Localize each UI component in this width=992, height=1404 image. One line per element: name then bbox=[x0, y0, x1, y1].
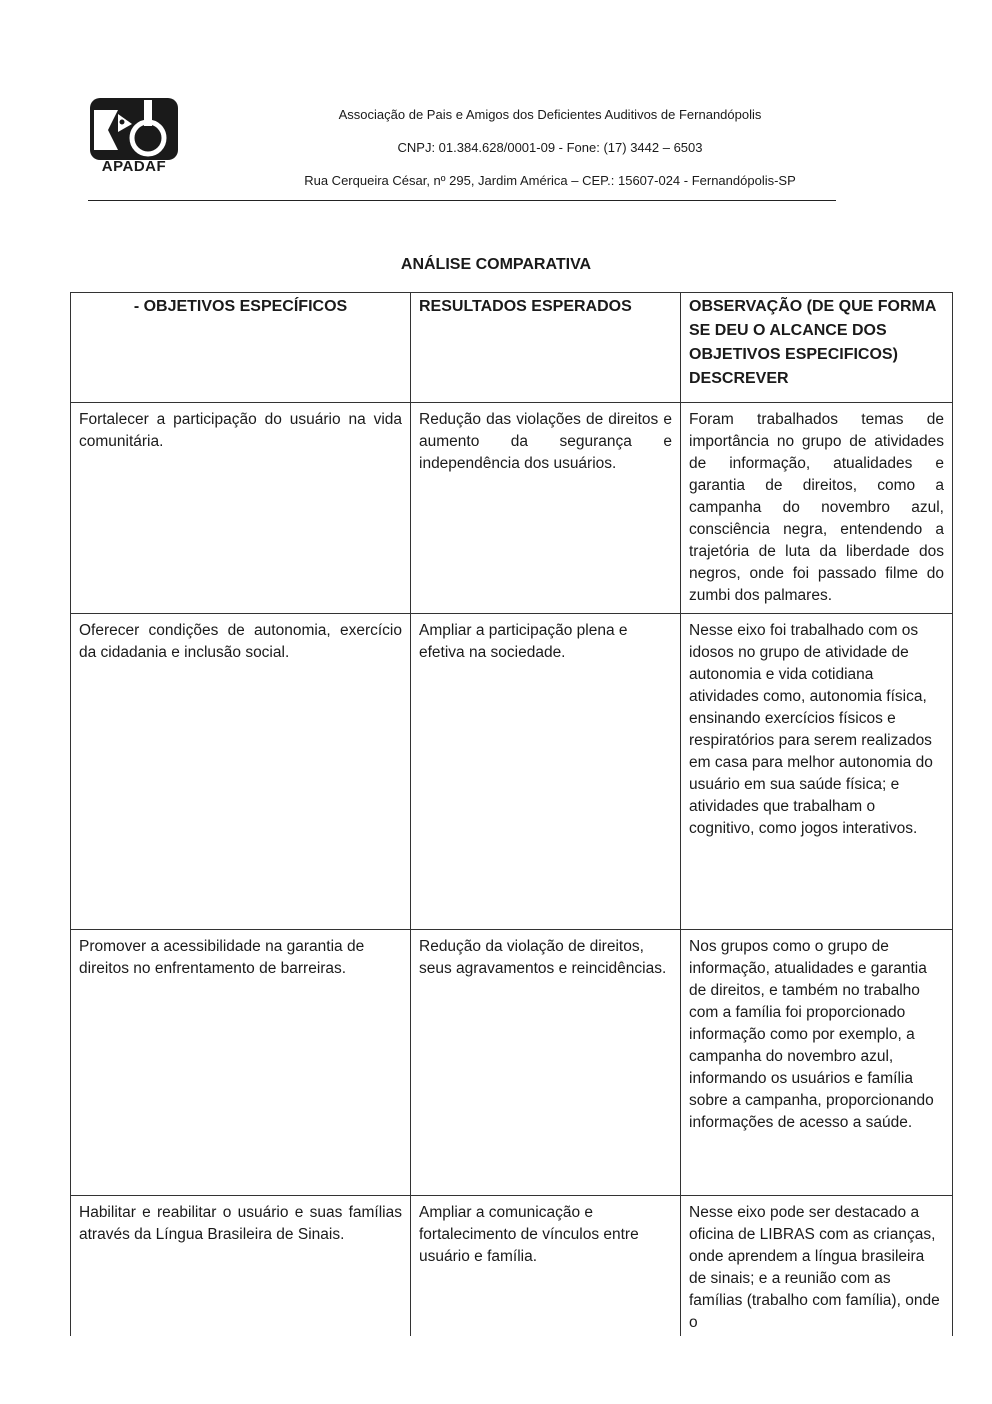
observation-cell: Nos grupos como o grupo de informação, atualidades e garantia de direitos, e também no trabalho com a família foi proporcionado informação como por exemplo, a campanha do novembro azul, informando os usuários e família sobre a campanha, proporcionando informações de acesso a saúde. bbox=[681, 930, 953, 1196]
table-row bbox=[71, 930, 953, 1196]
logo-wordmark: APADAF bbox=[101, 158, 167, 175]
objective-cell: Fortalecer a participação do usuário na vida comunitária. bbox=[71, 403, 411, 614]
header-observation: OBSERVAÇÃO (DE QUE FORMA SE DEU O ALCANCE DOS OBJETIVOS ESPECIFICOS) DESCREVER bbox=[681, 293, 953, 403]
observation-cell: Nesse eixo pode ser destacado a oficina de LIBRAS com as crianças, onde aprendem a língua brasileira de sinais; e a reunião com as famílias (trabalho com família), onde o bbox=[681, 1196, 953, 1346]
ear-logo-icon bbox=[88, 96, 180, 162]
expected-result-cell: Redução das violações de direitos e aumento da segurança e independência dos usuários. bbox=[411, 403, 681, 614]
expected-result-cell: Redução da violação de direitos, seus agravamentos e reincidências. bbox=[411, 930, 681, 1196]
objective-cell: Oferecer condições de autonomia, exercício da cidadania e inclusão social. bbox=[71, 614, 411, 930]
address: Rua Cerqueira César, nº 295, Jardim América – CEP.: 15607-024 - Fernandópolis-SP bbox=[304, 173, 796, 188]
cnpj-phone: CNPJ: 01.384.628/0001-09 - Fone: (17) 3442 – 6503 bbox=[397, 140, 703, 155]
table-row bbox=[71, 403, 953, 614]
objective-cell: Promover a acessibilidade na garantia de direitos no enfrentamento de barreiras. bbox=[71, 930, 411, 1196]
header-objectives: - OBJETIVOS ESPECÍFICOS bbox=[71, 293, 411, 403]
observation-cell: Foram trabalhados temas de importância no grupo de atividades de informação, atualidades e garantia de direitos, como a campanha do novembro azul, consciência negra, entendendo a trajetória de luta da liberdade dos negros, onde foi passado filme do zumbi dos palmares. bbox=[681, 403, 953, 614]
observation-cell: Nesse eixo foi trabalhado com os idosos no grupo de atividade de autonomia e vida cotidiana atividades como, autonomia física, ensinando exercícios físicos e respiratórios para serem realizados em casa para melhor autonomia do usuário em sua saúde física; e atividades que trabalham o cognitivo, como jogos interativos. bbox=[681, 614, 953, 930]
expected-result-cell: Ampliar a comunicação e fortalecimento de vínculos entre usuário e família. bbox=[411, 1196, 681, 1346]
organization-name: Associação de Pais e Amigos dos Deficientes Auditivos de Fernandópolis bbox=[338, 107, 762, 122]
header-expected-results: RESULTADOS ESPERADOS bbox=[411, 293, 681, 403]
table-row bbox=[71, 1196, 953, 1346]
document-title: ANÁLISE COMPARATIVA bbox=[400, 256, 592, 273]
table-row bbox=[71, 614, 953, 930]
expected-result-cell: Ampliar a participação plena e efetiva na sociedade. bbox=[411, 614, 681, 930]
page-bottom-margin bbox=[0, 1336, 992, 1404]
table-header-row bbox=[71, 293, 953, 403]
objective-cell: Habilitar e reabilitar o usuário e suas famílias através da Língua Brasileira de Sinais. bbox=[71, 1196, 411, 1346]
comparative-analysis-table bbox=[70, 292, 953, 1346]
header-divider bbox=[88, 200, 836, 201]
apadaf-logo bbox=[88, 96, 180, 178]
